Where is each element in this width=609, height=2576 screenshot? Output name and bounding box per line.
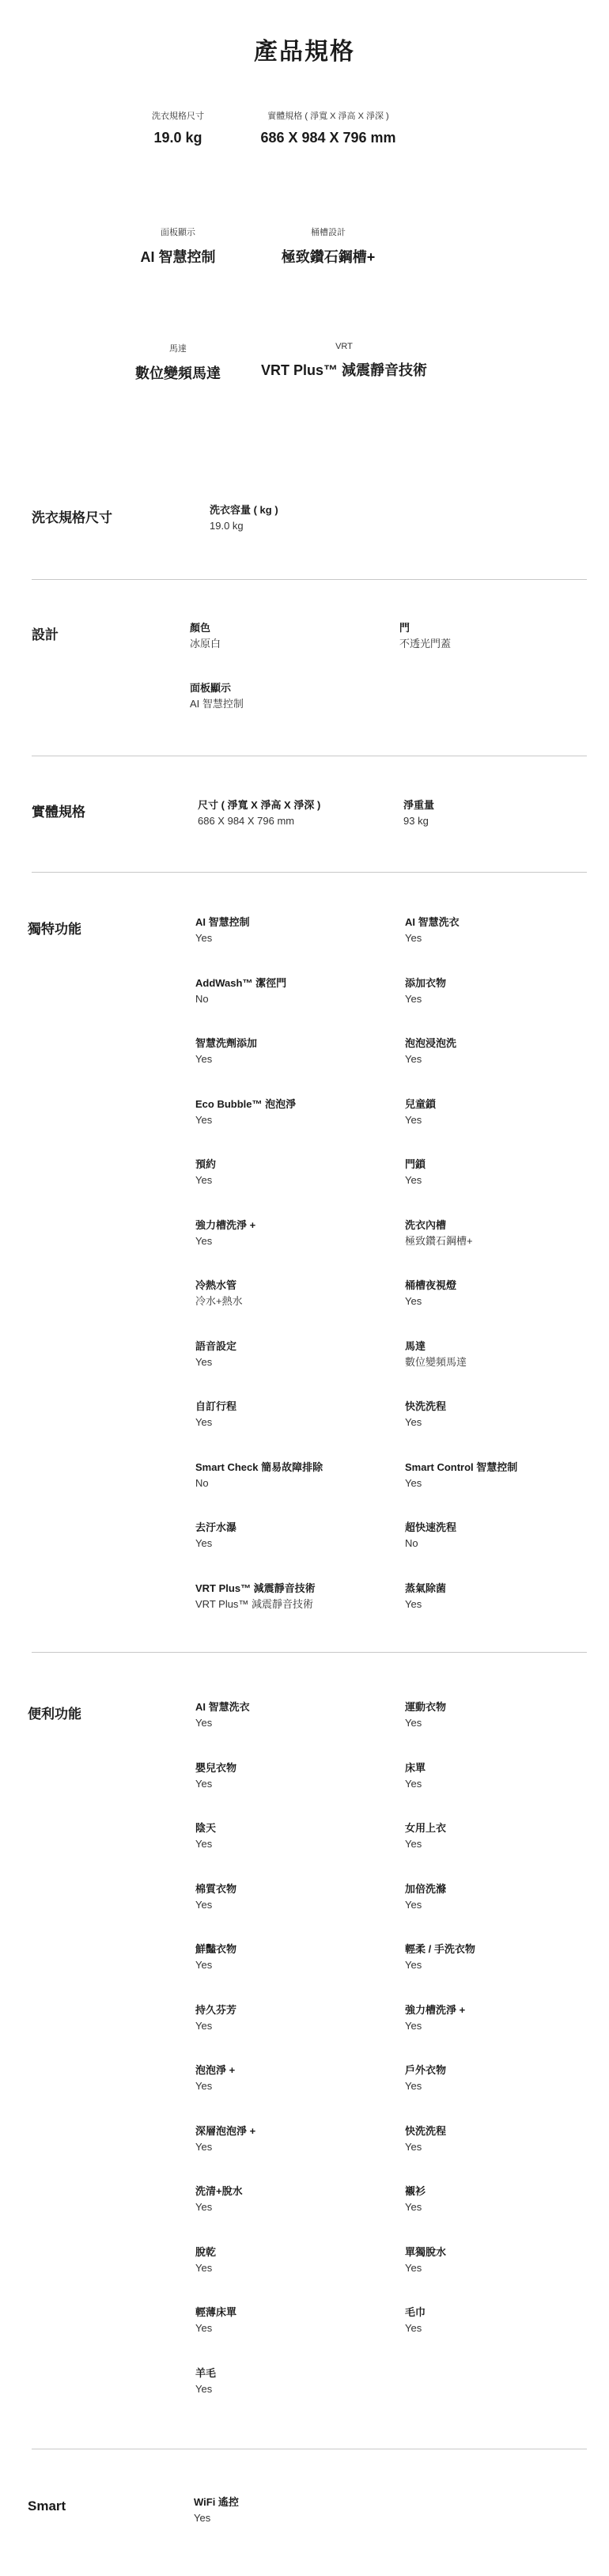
spec-value: 數位變頻馬達 [405,1355,467,1368]
spec-key: 蒸氣除菌 [405,1582,447,1594]
spec-item [405,1036,456,1067]
spec-item [195,1699,250,1731]
spec-item [195,1881,236,1913]
spec-value: Yes [195,2080,213,2092]
spec-value: Yes [405,2261,422,2274]
section-convenience [28,1701,587,2399]
spec-item [405,2184,426,2215]
spec-key: 顏色 [190,622,211,634]
spec-key: 運動衣物 [405,1701,447,1713]
spec-value: Yes [405,2080,422,2092]
highlight-dimensions [233,109,423,146]
spec-value: Yes [405,1597,422,1610]
spec-key: 棉質衣物 [195,1882,237,1895]
section-design [32,623,587,718]
highlight-drum [233,225,423,267]
spec-key: Smart Check 簡易故障排除 [195,1460,323,1473]
spec-item [195,1339,236,1370]
spec-key: AI 智慧洗衣 [405,916,460,928]
spec-key: 毛巾 [405,2306,426,2318]
spec-item [195,2366,216,2397]
spec-key: 快洗洗程 [405,2124,447,2137]
spec-key: WiFi 遙控 [194,2496,239,2508]
spec-key: 輕柔 / 手洗衣物 [405,1943,475,1955]
highlight-value: 19.0 kg [153,130,202,146]
spec-item [195,2063,235,2094]
spec-value: Yes [195,1113,213,1126]
spec-item [190,680,244,712]
spec-value: 686 X 984 X 796 mm [198,815,295,827]
spec-value: Yes [195,1898,213,1911]
highlight-label: VRT [335,342,353,351]
section-smart [28,2496,587,2546]
spec-key: 鮮豔衣物 [195,1943,237,1955]
section-capacity [32,506,587,570]
section-title: 便利功能 [28,1707,81,1722]
spec-key: 兒童鎖 [405,1097,437,1110]
spec-value: Yes [195,1234,213,1247]
spec-key: 預約 [195,1158,217,1170]
spec-item [405,1218,473,1249]
highlight-value: 686 X 984 X 796 mm [260,130,396,146]
highlight-label: 馬達 [169,344,187,354]
spec-key: 加倍洗滌 [405,1882,447,1895]
spec-item [405,1520,456,1551]
spec-value: Yes [405,932,422,944]
spec-key: 陰天 [195,1822,217,1834]
spec-value: Yes [195,1174,213,1186]
spec-key: 戶外衣物 [405,2064,447,2076]
spec-key: AI 智慧洗衣 [195,1701,250,1713]
highlight-motor [83,342,273,383]
spec-item [405,2063,446,2094]
spec-item [195,2184,243,2215]
spec-key: 脫乾 [195,2245,217,2258]
spec-key: AI 智慧控制 [195,916,250,928]
spec-item [195,1460,323,1491]
spec-item [195,1760,236,1792]
spec-value: Yes [405,1416,422,1428]
spec-item [405,1881,446,1913]
highlight-value: 數位變頻馬達 [135,366,221,381]
spec-item [195,1581,316,1612]
spec-value: Yes [195,2382,213,2395]
spec-item [195,1520,236,1551]
page-title: 產品規格 [254,39,355,65]
spec-key: 門 [399,622,410,634]
section-title: Smart [28,2498,66,2513]
spec-item [195,1036,257,1067]
spec-item [403,797,434,829]
highlight-label: 洗衣規格尺寸 [152,112,204,121]
spec-item [195,1820,216,1852]
spec-value: Yes [405,1113,422,1126]
spec-value: Yes [405,2140,422,2153]
spec-key: 門鎖 [405,1158,426,1170]
spec-item [190,620,221,652]
spec-value: No [405,1537,418,1549]
section-title: 獨特功能 [28,922,81,937]
spec-item [195,1157,216,1188]
highlight-value: 極致鑽石鋼槽+ [281,249,376,265]
highlight-label: 面板顯示 [161,228,195,237]
section-features [28,916,587,1614]
spec-value: Yes [405,1717,422,1729]
spec-key: 洗清+脫水 [195,2185,243,2197]
spec-value: Yes [405,1295,422,1307]
spec-key: 羊毛 [195,2366,217,2379]
spec-key: 襯衫 [405,2185,426,2197]
spec-item [405,1760,426,1792]
spec-value: Yes [194,2512,211,2524]
spec-item [195,1278,243,1309]
spec-value: No [195,992,209,1005]
spec-value: Yes [405,2322,422,2334]
spec-item [195,915,250,946]
spec-item [405,1157,426,1188]
spec-value: Yes [195,1537,213,1549]
spec-item [195,2305,236,2336]
spec-key: 泡泡淨 + [195,2064,236,2076]
spec-item [195,1097,296,1128]
section-title: 設計 [32,627,59,642]
spec-value: AI 智慧控制 [190,698,244,710]
spec-key: 強力槽洗淨 + [195,1218,256,1231]
spec-key: 淨重量 [403,799,435,811]
divider [32,1652,587,1653]
spec-value: Yes [405,1476,422,1489]
spec-value: Yes [195,1416,213,1428]
spec-key: 智慧洗劑添加 [195,1037,258,1049]
highlight-vrt [249,342,439,380]
spec-value: 冷水+熱水 [195,1295,243,1307]
spec-key: 床單 [405,1761,426,1774]
spec-key: 快洗洗程 [405,1400,447,1412]
spec-value: 93 kg [403,815,429,827]
spec-value: Yes [195,2140,213,2153]
spec-item [405,1097,436,1128]
spec-value: Yes [195,1053,213,1065]
spec-value: Yes [405,1174,422,1186]
spec-value: Yes [195,932,213,944]
spec-value: Yes [195,1838,213,1850]
spec-key: AddWash™ 潔徑門 [195,976,287,989]
spec-item [405,2123,446,2155]
spec-item [399,620,451,652]
spec-key: 面板顯示 [190,682,232,694]
spec-key: 持久芬芳 [195,2003,237,2016]
spec-value: Yes [195,1959,213,1971]
spec-value: No [195,1476,209,1489]
highlight-label: 實體規格 ( 淨寬 X 淨高 X 淨深 ) [267,112,389,121]
spec-value: 冰原白 [190,638,221,650]
spec-key: 馬達 [405,1339,426,1352]
divider [32,579,587,580]
spec-item [198,797,320,829]
spec-key: 泡泡浸泡洗 [405,1037,457,1049]
section-title: 洗衣規格尺寸 [32,510,112,525]
spec-value: Yes [405,1898,422,1911]
spec-item [405,975,446,1007]
spec-value: Yes [195,1777,213,1790]
highlight-value: VRT Plus™ 減震靜音技術 [260,362,427,378]
spec-key: 自訂行程 [195,1400,237,1412]
spec-value: VRT Plus™ 減震靜音技術 [195,1597,314,1610]
spec-value: Yes [195,1717,213,1729]
spec-value: Yes [405,2201,422,2213]
spec-item [210,502,278,534]
spec-key: 深層泡泡淨 + [195,2124,256,2137]
spec-item [405,2305,426,2336]
spec-value: Yes [195,2322,213,2334]
spec-key: 單獨脫水 [405,2245,447,2258]
spec-key: 去汙水瀑 [195,1521,237,1533]
spec-item [195,2002,236,2034]
spec-key: 洗衣容量 ( kg ) [210,504,278,516]
spec-item [195,975,286,1007]
spec-item [405,1941,475,1973]
spec-item [405,2245,446,2276]
spec-item [195,2123,255,2155]
spec-value: 極致鑽石鋼槽+ [405,1234,473,1247]
spec-item [405,1699,446,1731]
spec-value: Yes [405,1838,422,1850]
spec-value: 19.0 kg [210,520,244,532]
spec-value: Yes [405,1777,422,1790]
highlight-label: 桶槽設計 [311,228,346,237]
spec-item [405,1339,467,1370]
spec-item [405,2002,465,2034]
spec-key: Smart Control 智慧控制 [405,1460,518,1473]
spec-item [405,1581,446,1612]
spec-value: 不透光門蓋 [399,638,452,650]
spec-key: VRT Plus™ 減震靜音技術 [195,1582,316,1594]
spec-value: Yes [195,2261,213,2274]
spec-key: 強力槽洗淨 + [405,2003,466,2016]
spec-item [405,1399,446,1430]
spec-item [194,2495,239,2526]
spec-value: Yes [405,1959,422,1971]
spec-item [405,1460,517,1491]
spec-key: 冷熱水管 [195,1279,237,1291]
spec-value: Yes [405,1053,422,1065]
spec-key: 桶槽夜視燈 [405,1279,457,1291]
spec-key: 語音設定 [195,1339,237,1352]
spec-value: Yes [195,1355,213,1368]
spec-item [405,1820,446,1852]
spec-value: Yes [405,2019,422,2032]
spec-item [195,2245,216,2276]
spec-key: 尺寸 ( 淨寬 X 淨高 X 淨深 ) [198,799,321,811]
highlight-value: AI 智慧控制 [140,249,216,265]
spec-key: 嬰兒衣物 [195,1761,237,1774]
spec-key: 輕薄床單 [195,2306,237,2318]
spec-item [195,1941,236,1973]
spec-item [405,915,460,946]
spec-value: Yes [195,2201,213,2213]
section-title: 實體規格 [32,805,85,820]
spec-item [195,1399,236,1430]
divider [32,872,587,873]
spec-item [405,1278,456,1309]
spec-key: 女用上衣 [405,1822,447,1834]
spec-key: 添加衣物 [405,976,447,989]
spec-key: 洗衣內槽 [405,1218,447,1231]
spec-key: Eco Bubble™ 泡泡淨 [195,1097,297,1110]
spec-value: Yes [195,2019,213,2032]
spec-value: Yes [405,992,422,1005]
spec-key: 超快速洗程 [405,1521,457,1533]
section-physical [32,801,587,864]
spec-item [195,1218,255,1249]
